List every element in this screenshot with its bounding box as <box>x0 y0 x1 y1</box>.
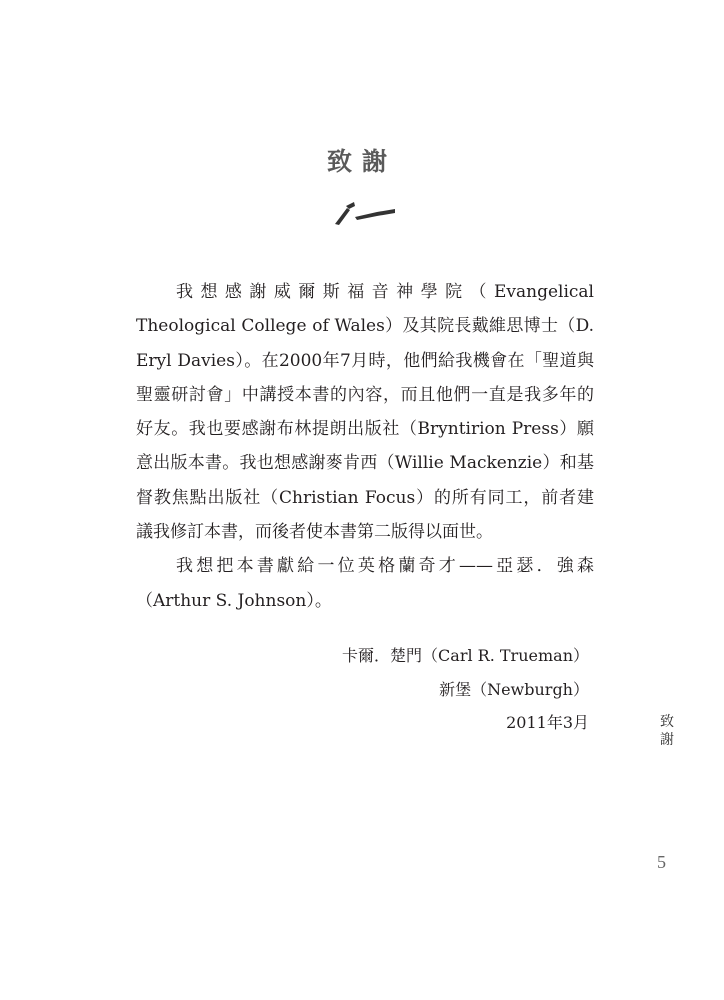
page-number: 5 <box>657 852 666 872</box>
signature-place: 新堡（Newburgh） <box>439 680 589 699</box>
signature-date: 2011年3月 <box>506 713 589 732</box>
chapter-side-tab: 致謝 <box>660 714 674 748</box>
brush-ornament-icon <box>333 198 397 228</box>
acknowledgement-text <box>136 275 594 618</box>
page-title: 致謝 <box>326 147 397 176</box>
author-signature: 卡爾．楚門（Carl R. Trueman） <box>342 646 589 665</box>
paragraph: 我想感謝威爾斯福音神學院（Evangelical Theological College of Wales）及其院長戴維思博士（D. Eryl Davies）。在2000年7月時，他們給我機會在「聖道與聖靈研討會」中講授本書的內容，而且他們一直是我多年的好友。我也要感謝布林提朗出版社（Bryntirion Press）願意出版本書。我也想感謝麥肯西（Willie Mackenzie）和基督教焦點出版社（Christian Focus）的所有同工，前者建議我修訂本書，而後者使本書第二版得以面世。 <box>136 282 594 543</box>
dedication-paragraph: 我想把本書獻給一位英格蘭奇才——亞瑟．強森（Arthur S. Johnson）。 <box>136 556 594 611</box>
